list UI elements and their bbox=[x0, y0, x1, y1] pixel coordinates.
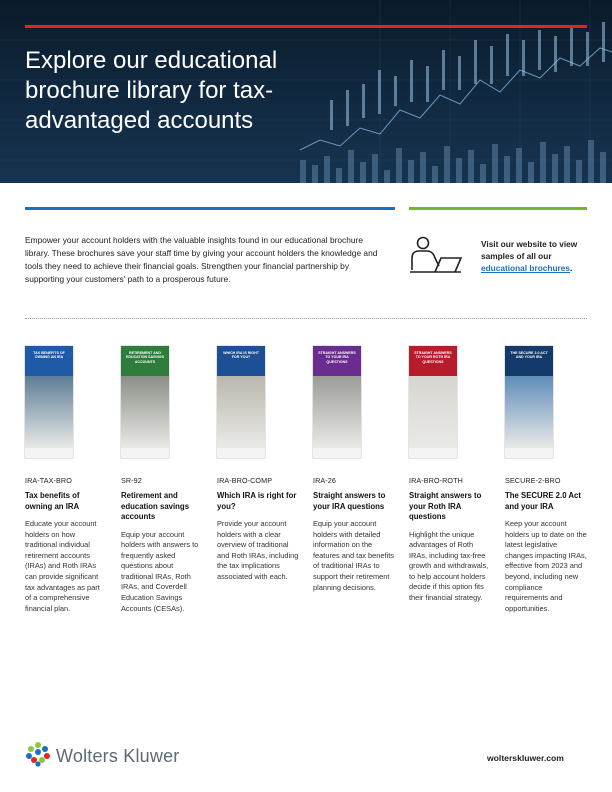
brochure-title: Retirement and education savings accounts bbox=[121, 491, 190, 521]
cover-image bbox=[313, 376, 361, 448]
brochure-description: Provide your account holders with a clear overview of traditional and Roth IRAs, including the tax implications associated with each. bbox=[217, 519, 299, 581]
green-divider bbox=[409, 207, 587, 210]
brochure-code: IRA-TAX-BRO bbox=[25, 476, 72, 485]
cover-image bbox=[121, 376, 169, 448]
person-laptop-icon bbox=[409, 236, 465, 276]
cover-title: TAX BENEFITS OF OWNING AN IRA bbox=[33, 351, 65, 360]
cover-footer bbox=[121, 448, 169, 458]
brochure-title: Straight answers to your Roth IRA questions bbox=[409, 491, 482, 521]
brochure-cover[interactable] bbox=[505, 346, 553, 458]
brochure-description: Highlight the unique advantages of Roth IRAs, including tax-free growth and withdrawals, to help account holders decide if this option fits their financial strategy. bbox=[409, 529, 489, 603]
cover-footer bbox=[313, 448, 361, 458]
brochure-cover[interactable] bbox=[217, 346, 265, 458]
cover-image bbox=[217, 376, 265, 448]
website-link[interactable]: wolterskluwer.com bbox=[487, 753, 564, 763]
visit-tail: . bbox=[569, 263, 573, 273]
brochure-code: IRA-26 bbox=[313, 476, 336, 485]
cover-title: STRAIGHT ANSWERS TO YOUR ROTH IRA QUESTIONS bbox=[414, 351, 452, 364]
brochure-title: Tax benefits of owning an IRA bbox=[25, 491, 80, 511]
visit-lead-text: Visit our website to view samples of all our bbox=[481, 239, 578, 261]
cover-footer bbox=[409, 448, 457, 458]
brochure-item bbox=[409, 346, 491, 604]
brochure-item bbox=[505, 346, 587, 614]
cover-image bbox=[505, 376, 553, 448]
brochure-code: SECURE-2-BRO bbox=[505, 476, 561, 485]
brochure-cover[interactable] bbox=[25, 346, 73, 458]
brochure-description: Educate your account holders on how traditional individual retirement accounts (IRAs) and Roth IRAs can provide significant tax advantages as part of a comprehensive financial plan. bbox=[25, 519, 100, 613]
cover-image bbox=[409, 376, 457, 448]
brochure-title: The SECURE 2.0 Act and your IRA bbox=[505, 491, 581, 511]
brochure-cover[interactable] bbox=[313, 346, 361, 458]
visit-website-note bbox=[481, 238, 591, 274]
hero-red-rule bbox=[25, 25, 587, 28]
cover-title: STRAIGHT ANSWERS TO YOUR IRA QUESTIONS bbox=[318, 351, 356, 364]
brochure-item bbox=[313, 346, 395, 593]
blue-divider bbox=[25, 207, 395, 210]
brochure-code: IRA-BRO-COMP bbox=[217, 476, 273, 485]
intro-paragraph: Empower your account holders with the valuable insights found in our educational brochure library. These brochures save your staff time by giving your account holders the knowledge and tools they need to achieve their financial goals. Strengthen your financial partnership by supporting your customers' path to a prosperous future. bbox=[25, 235, 378, 284]
brochure-item bbox=[121, 346, 203, 614]
cover-footer bbox=[505, 448, 553, 458]
hero-title: Explore our educational brochure library for tax-advantaged accounts bbox=[25, 47, 278, 134]
cover-footer bbox=[217, 448, 265, 458]
wolters-kluwer-logo-icon bbox=[25, 741, 51, 767]
dotted-divider bbox=[25, 318, 587, 319]
brochure-cover[interactable] bbox=[409, 346, 457, 458]
brochure-description: Equip your account holders with detailed information on the features and tax benefits of traditional IRAs to support their retirement planning decisions. bbox=[313, 519, 394, 592]
brochure-description: Equip your account holders with answers to frequently asked questions about traditional IRAs, Roth IRAs, and Coverdell Education Savings Accounts (CESAs). bbox=[121, 529, 199, 613]
cover-title: THE SECURE 2.0 ACT AND YOUR IRA bbox=[510, 351, 548, 360]
hero-banner bbox=[0, 0, 612, 183]
cover-image bbox=[25, 376, 73, 448]
brochure-title: Straight answers to your IRA questions bbox=[313, 491, 386, 511]
brochure-code: IRA-BRO-ROTH bbox=[409, 476, 463, 485]
brochure-item bbox=[25, 346, 107, 614]
cover-footer bbox=[25, 448, 73, 458]
cover-title: RETIREMENT AND EDUCATION SAVINGS ACCOUNTS bbox=[125, 351, 164, 364]
brochure-description: Keep your account holders up to date on the latest legislative changes impacting IRAs, effective from 2023 and beyond, including new compliance requirements and opportunities. bbox=[505, 519, 587, 613]
brand-name: Wolters Kluwer bbox=[56, 746, 180, 766]
cover-title: WHICH IRA IS RIGHT FOR YOU? bbox=[223, 351, 259, 360]
brochure-item bbox=[217, 346, 299, 583]
brochure-cover[interactable] bbox=[121, 346, 169, 458]
brochure-code: SR-92 bbox=[121, 476, 142, 485]
brochure-title: Which IRA is right for you? bbox=[217, 491, 297, 511]
educational-brochures-link[interactable]: educational brochures bbox=[481, 263, 570, 273]
